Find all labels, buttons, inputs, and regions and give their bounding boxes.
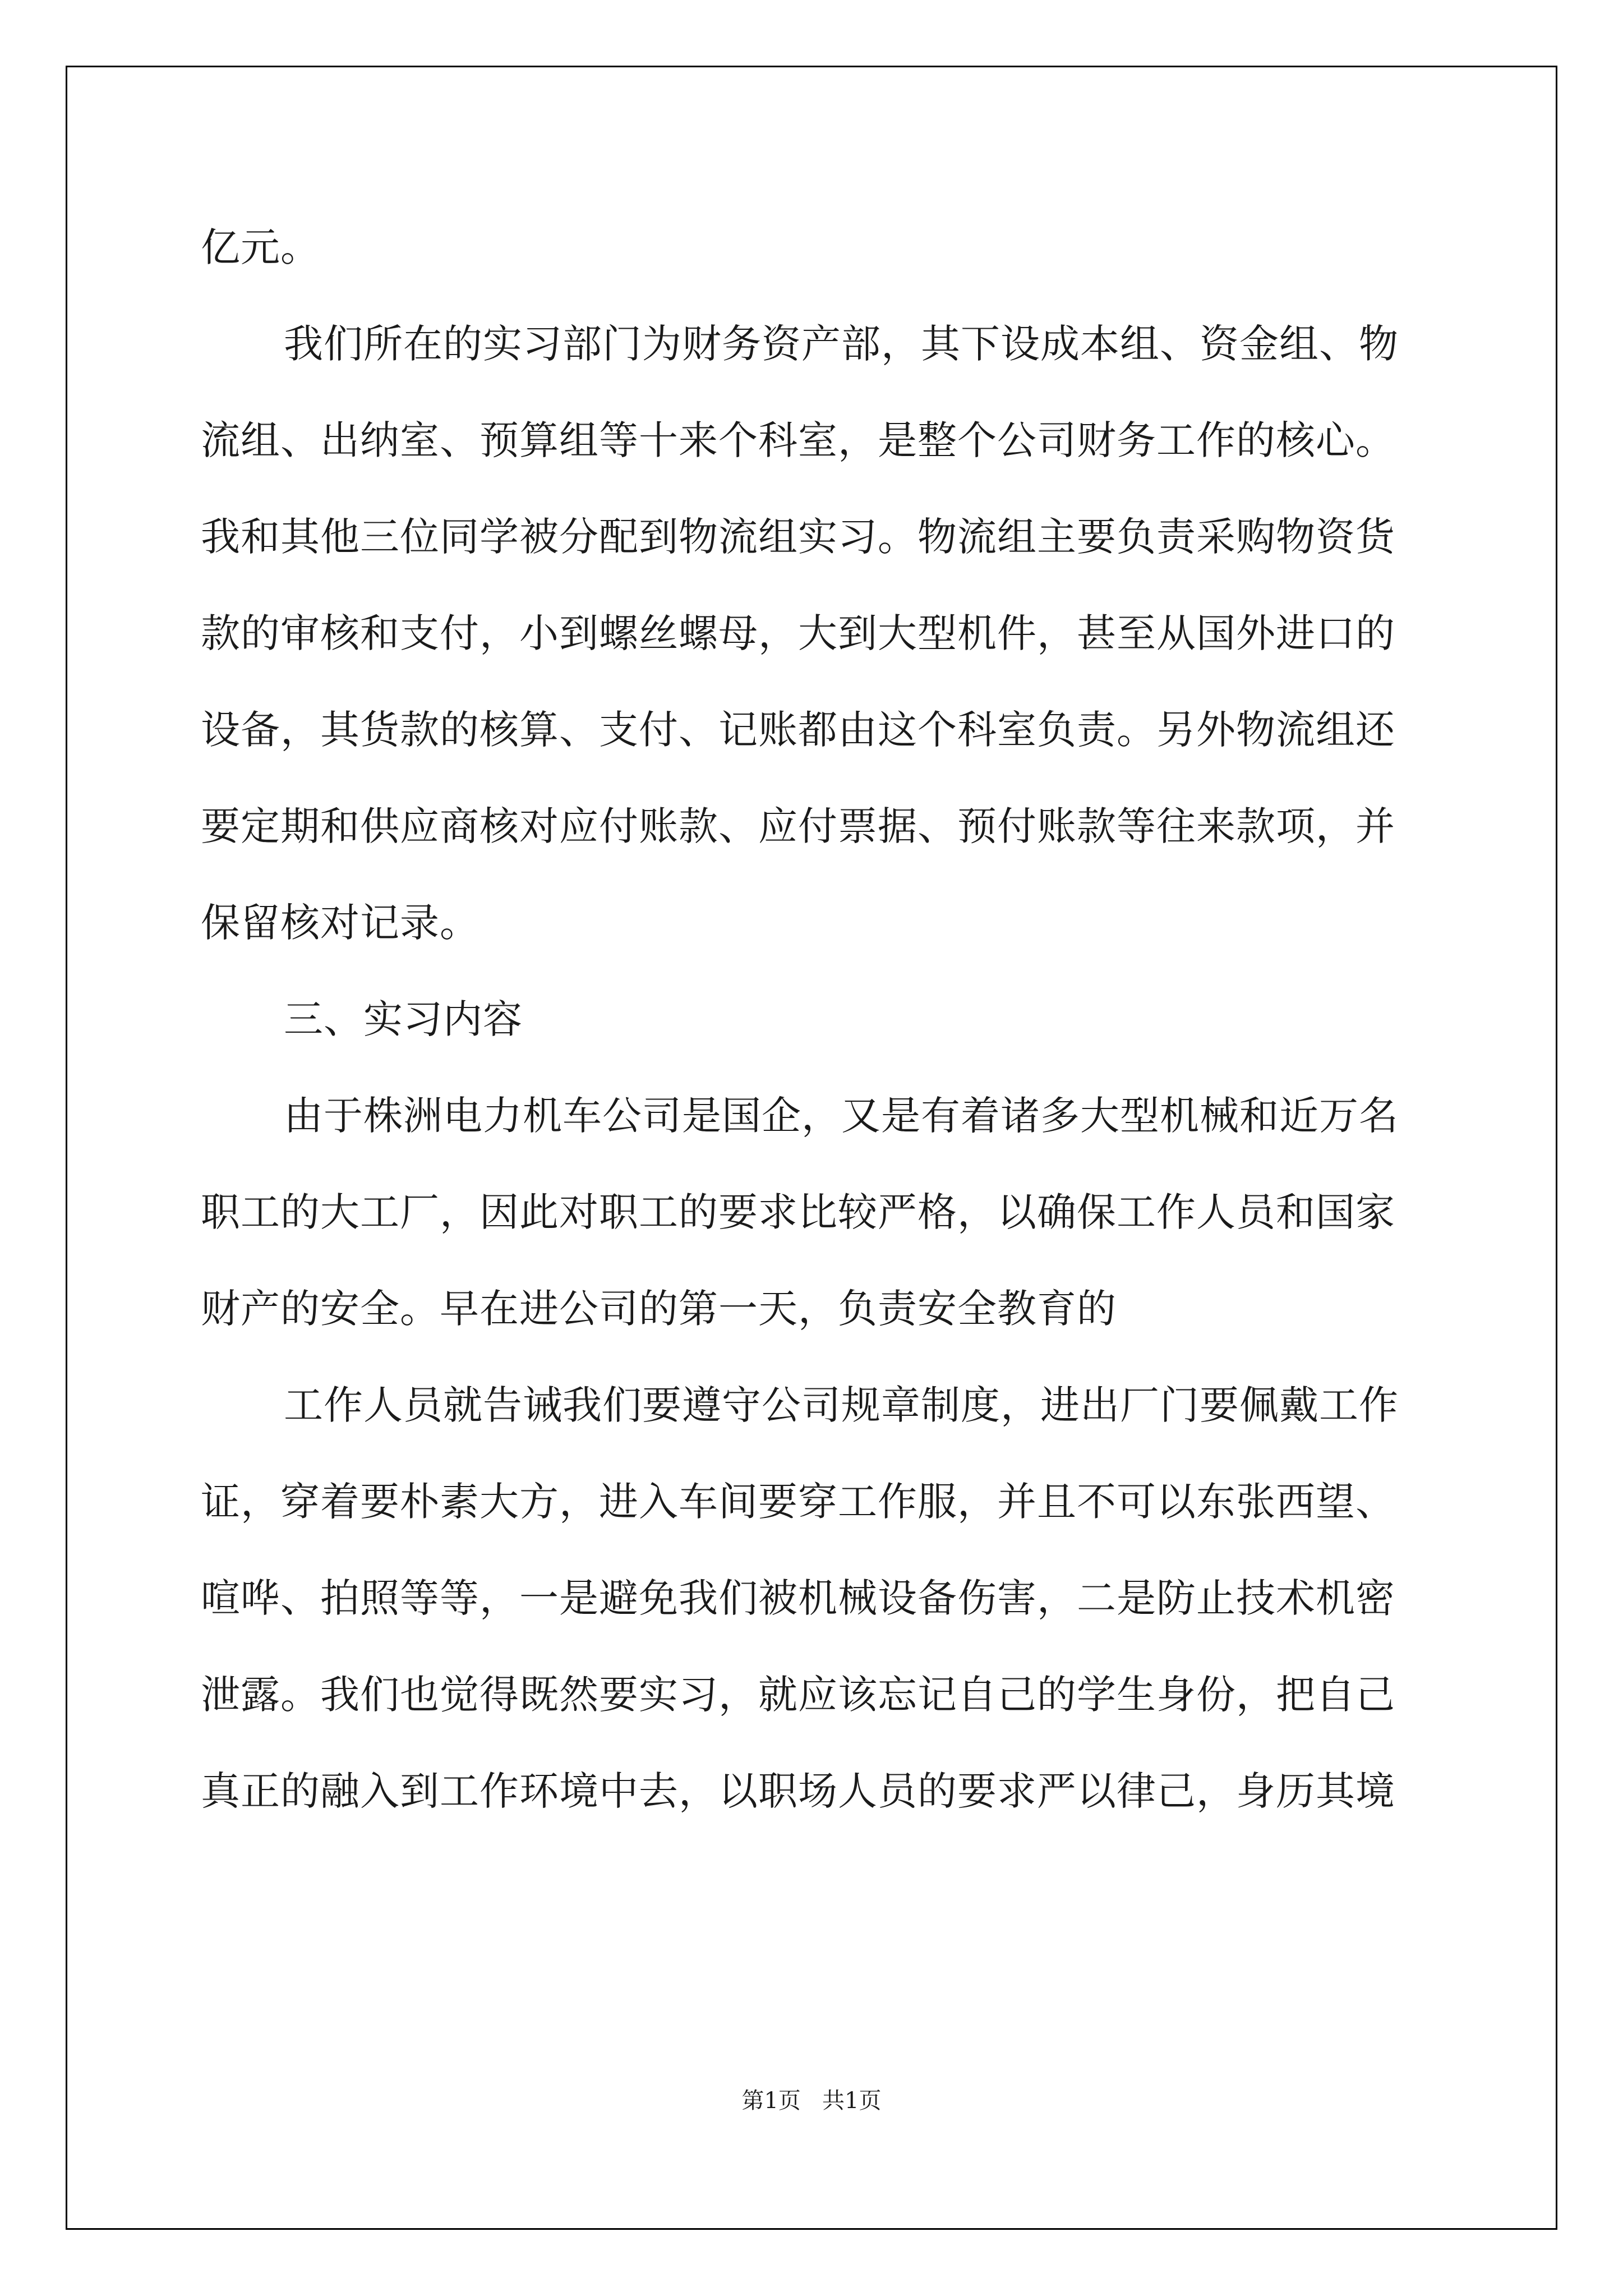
text-line: 职工的大工厂，因此对职工的要求比较严格，以确保工作人员和国家 — [201, 1189, 1395, 1235]
text-line: 要定期和供应商核对应付账款、应付票据、预付账款等往来款项，并 — [201, 803, 1395, 849]
document-body — [201, 199, 1428, 1839]
text-line: 泄露。我们也觉得既然要实习，就应该忘记自己的学生身份，把自己 — [201, 1672, 1395, 1718]
text-line: 喧哗、拍照等等，一是避免我们被机械设备伤害，二是防止技术机密 — [201, 1575, 1395, 1621]
text-line: 设备，其货款的核算、支付、记账都由这个科室负责。另外物流组还 — [201, 707, 1395, 753]
text-line: 保留核对记录。 — [201, 900, 479, 946]
page-footer: 第1页 共1页 — [741, 2088, 882, 2114]
text-line: 我和其他三位同学被分配到物流组实习。物流组主要负责采购物资货 — [201, 514, 1395, 560]
text-line: 亿元。 — [201, 224, 320, 270]
text-line: 流组、出纳室、预算组等十来个科室，是整个公司财务工作的核心。 — [201, 417, 1395, 463]
text-line: 款的审核和支付，小到螺丝螺母，大到大型机件，甚至从国外进口的 — [201, 610, 1395, 656]
paragraph-start-line: 工作人员就告诫我们要遵守公司规章制度，进出厂门要佩戴工作 — [284, 1382, 1399, 1428]
paragraph-start-line: 由于株洲电力机车公司是国企，又是有着诸多大型机械和近万名 — [284, 1093, 1399, 1139]
text-line: 财产的安全。早在进公司的第一天，负责安全教育的 — [201, 1286, 1117, 1332]
text-line: 真正的融入到工作环境中去，以职场人员的要求严以律己，身历其境 — [201, 1768, 1395, 1814]
text-line: 证，穿着要朴素大方，进入车间要穿工作服，并且不可以东张西望、 — [201, 1479, 1395, 1525]
paragraph-start-line: 我们所在的实习部门为财务资产部，其下设成本组、资金组、物 — [284, 321, 1399, 367]
section-heading: 三、实习内容 — [284, 996, 523, 1042]
